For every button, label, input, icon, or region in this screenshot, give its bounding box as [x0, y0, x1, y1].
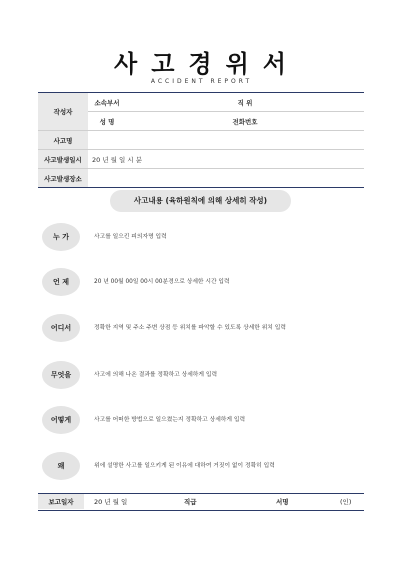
- name-label: 성 명: [88, 112, 126, 131]
- accident-name-field[interactable]: [88, 131, 364, 150]
- signature-label: 서명: [276, 498, 289, 506]
- detail-row-where: [42, 314, 372, 344]
- how-text[interactable]: 사고를 어떠한 방법으로 일으켰는지 정확하고 상세하게 입력: [94, 417, 246, 423]
- datetime-label: 사고발생일시: [38, 150, 88, 169]
- location-label: 사고발생장소: [38, 169, 88, 188]
- detail-row-who: [42, 223, 372, 253]
- accident-name-label: 사고명: [38, 131, 88, 150]
- phone-field[interactable]: [265, 112, 364, 131]
- reporter-info-table: [38, 92, 364, 188]
- reporter-label: 작성자: [38, 93, 88, 131]
- detail-row-why: [42, 452, 372, 482]
- who-label: 누 가: [42, 223, 80, 251]
- what-label: 무엇을: [42, 361, 80, 389]
- how-label: 어떻게: [42, 406, 80, 434]
- detail-row-when: [42, 268, 372, 298]
- datetime-field[interactable]: 20 년 월 일 시 분: [88, 150, 364, 169]
- why-label: 왜: [42, 452, 80, 480]
- rank-label: 직급: [184, 498, 197, 506]
- report-date-label: 보고일자: [38, 494, 84, 509]
- seal-mark: (인): [340, 498, 352, 506]
- name-field[interactable]: [126, 112, 225, 131]
- detail-row-what: [42, 361, 372, 391]
- document-title: 사고경위서: [114, 50, 300, 78]
- position-label: 직 위: [225, 93, 265, 112]
- dept-field[interactable]: [126, 93, 225, 112]
- when-text[interactable]: 20 년 00월 00일 00시 00분경으로 상세한 시간 입력: [94, 279, 230, 285]
- document-subtitle: ACCIDENT REPORT: [150, 78, 253, 85]
- detail-row-how: [42, 406, 372, 436]
- report-date-field[interactable]: 20 년 월 일: [94, 498, 128, 506]
- report-footer: [38, 493, 364, 511]
- section-title: 사고내용 (육하원칙에 의해 상세히 작성): [110, 190, 291, 212]
- who-text[interactable]: 사고를 일으킨 피의자명 입력: [94, 234, 167, 240]
- phone-label: 전화번호: [225, 112, 265, 131]
- what-text[interactable]: 사고에 의해 나온 결과를 정확하고 상세하게 입력: [94, 372, 218, 378]
- where-label: 어디서: [42, 314, 80, 342]
- where-text[interactable]: 정확한 지역 및 주소 주변 상점 등 위치를 파악할 수 있도록 상세한 위치 입력: [94, 325, 286, 331]
- when-label: 언 제: [42, 268, 80, 296]
- why-text[interactable]: 위에 설명한 사고를 일으키게 된 이유에 대하여 거짓이 없이 정확히 입력: [94, 463, 275, 469]
- dept-label: 소속부서: [88, 93, 126, 112]
- location-field[interactable]: [88, 169, 364, 188]
- position-field[interactable]: [265, 93, 364, 112]
